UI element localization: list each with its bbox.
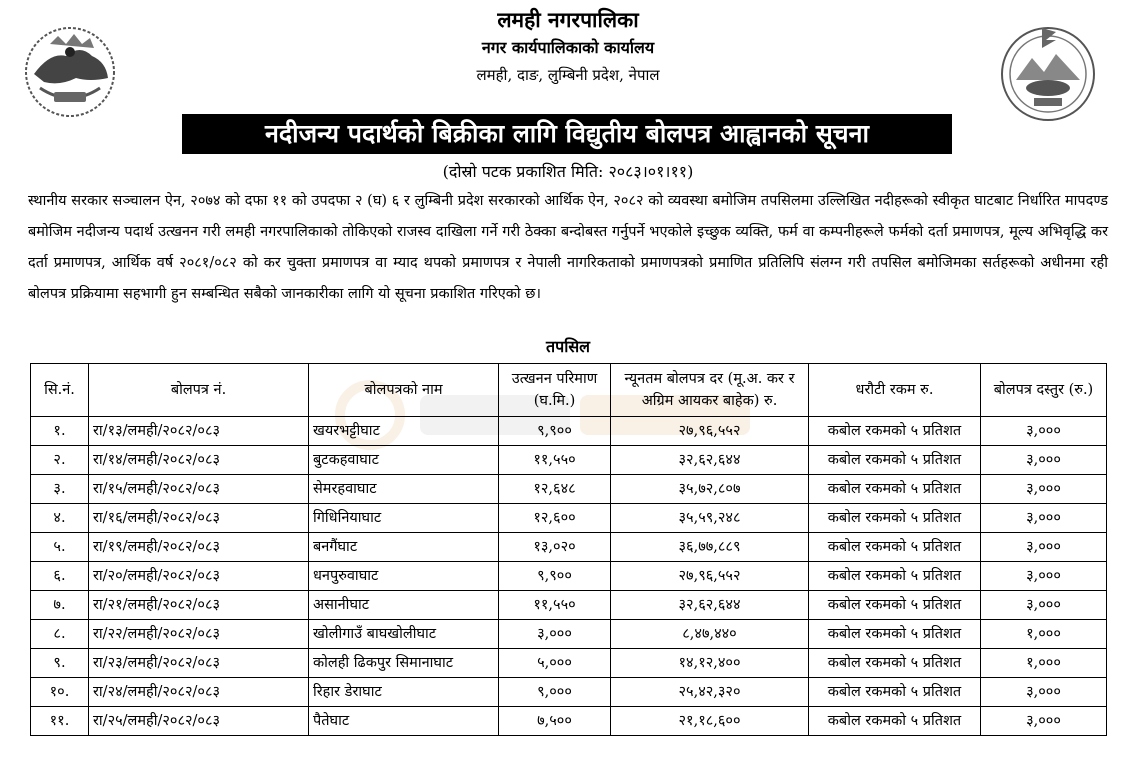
cell-bid-no: रा/१६/लमही/२०८२/०८३ <box>89 504 309 533</box>
cell-quantity: १२,६०० <box>499 504 611 533</box>
cell-bid-no: रा/१३/लमही/२०८२/०८३ <box>89 417 309 446</box>
tender-table <box>30 363 1107 736</box>
office-name: नगर कार्यपालिकाको कार्यालय <box>481 38 655 57</box>
cell-quantity: ९,९०० <box>499 562 611 591</box>
cell-bid-name: पैतेघाट <box>309 707 499 736</box>
cell-deposit: कबोल रकमको ५ प्रतिशत <box>809 620 981 649</box>
header-bid-no: बोलपत्र नं. <box>89 364 309 417</box>
cell-sn: ७. <box>31 591 89 620</box>
cell-sn: ११. <box>31 707 89 736</box>
cell-fee: ३,००० <box>981 533 1107 562</box>
header-deposit: धरौटी रकम रु. <box>809 364 981 417</box>
cell-sn: ३. <box>31 475 89 504</box>
cell-sn: ५. <box>31 533 89 562</box>
header-fee: बोलपत्र दस्तुर (रु.) <box>981 364 1107 417</box>
table-row <box>31 504 1107 533</box>
cell-fee: ३,००० <box>981 678 1107 707</box>
notice-title: नदीजन्य पदार्थको बिक्रीका लागि विद्युतीय बोलपत्र आह्वानको सूचना <box>182 114 952 154</box>
table-row <box>31 562 1107 591</box>
cell-deposit: कबोल रकमको ५ प्रतिशत <box>809 591 981 620</box>
header-quantity: उत्खनन परिमाण (घ.मि.) <box>499 364 611 417</box>
cell-fee: ३,००० <box>981 504 1107 533</box>
cell-sn: ६. <box>31 562 89 591</box>
cell-min-rate: २१,१८,६०० <box>611 707 809 736</box>
cell-quantity: १३,०२० <box>499 533 611 562</box>
cell-quantity: ३,००० <box>499 620 611 649</box>
header-sn: सि.नं. <box>31 364 89 417</box>
cell-deposit: कबोल रकमको ५ प्रतिशत <box>809 533 981 562</box>
cell-quantity: ११,५५० <box>499 446 611 475</box>
cell-bid-no: रा/१९/लमही/२०८२/०८३ <box>89 533 309 562</box>
cell-min-rate: २७,९६,५५२ <box>611 417 809 446</box>
table-row <box>31 446 1107 475</box>
cell-deposit: कबोल रकमको ५ प्रतिशत <box>809 417 981 446</box>
cell-quantity: ९,९०० <box>499 417 611 446</box>
cell-min-rate: २७,९६,५५२ <box>611 562 809 591</box>
cell-quantity: ९,००० <box>499 678 611 707</box>
cell-bid-no: रा/१४/लमही/२०८२/०८३ <box>89 446 309 475</box>
cell-bid-name: असानीघाट <box>309 591 499 620</box>
cell-bid-name: सेमरहवाघाट <box>309 475 499 504</box>
cell-sn: ८. <box>31 620 89 649</box>
table-row <box>31 475 1107 504</box>
cell-deposit: कबोल रकमको ५ प्रतिशत <box>809 504 981 533</box>
letterhead <box>0 6 1136 88</box>
table-header-row <box>31 364 1107 417</box>
cell-bid-name: बुटकहवाघाट <box>309 446 499 475</box>
cell-quantity: १२,६४८ <box>499 475 611 504</box>
cell-bid-no: रा/२५/लमही/२०८२/०८३ <box>89 707 309 736</box>
table-row <box>31 417 1107 446</box>
cell-min-rate: ८,४७,४४० <box>611 620 809 649</box>
cell-sn: १. <box>31 417 89 446</box>
cell-min-rate: ३५,५९,२४८ <box>611 504 809 533</box>
cell-deposit: कबोल रकमको ५ प्रतिशत <box>809 562 981 591</box>
cell-deposit: कबोल रकमको ५ प्रतिशत <box>809 678 981 707</box>
cell-bid-no: रा/२२/लमही/२०८२/०८३ <box>89 620 309 649</box>
cell-deposit: कबोल रकमको ५ प्रतिशत <box>809 707 981 736</box>
cell-fee: १,००० <box>981 620 1107 649</box>
notice-body: स्थानीय सरकार सञ्चालन ऐन, २०७४ को दफा ११ को उपदफा २ (घ) ६ र लुम्बिनी प्रदेश सरकारको आर्थिक ऐन, २०८२ को व्यवस्था बमोजिम तपसिलमा उल्लिखित नदीहरूको स्वीकृत घाटबाट निर्धारित मापदण्ड बमोजिम नदीजन्य पदार्थ उत्खनन गरी लमही नगरपालिकाको तोकिएको राजस्व दाखिला गर्ने गरी ठेक्का बन्दोबस्त गर्नुपर्ने भएकोले इच्छुक व्यक्ति, फर्म वा कम्पनीहरूले फर्मको दर्ता प्रमाणपत्र, मूल्य अभिवृद्धि कर दर्ता प्रमाणपत्र, आर्थिक वर्ष २०८१/०८२ को कर चुक्ता प्रमाणपत्र वा म्याद थपको प्रमाणपत्र र नेपाली नागरिकताको प्रमाणपत्रको प्रमाणित प्रतिलिपि संलग्न गरी तपसिल बमोजिमका सर्तहरूको अधीनमा रही बोलपत्र प्रक्रियामा सहभागी हुन सम्बन्धित सबैको जानकारीका लागि यो सूचना प्रकाशित गरिएको छ। <box>28 193 1108 302</box>
cell-bid-name: रिहार डेराघाट <box>309 678 499 707</box>
table-row <box>31 591 1107 620</box>
cell-sn: १०. <box>31 678 89 707</box>
cell-fee: ३,००० <box>981 475 1107 504</box>
cell-min-rate: ३२,६२,६४४ <box>611 446 809 475</box>
table-row <box>31 533 1107 562</box>
cell-bid-no: रा/२०/लमही/२०८२/०८३ <box>89 562 309 591</box>
cell-quantity: ११,५५० <box>499 591 611 620</box>
cell-bid-name: बनगैंघाट <box>309 533 499 562</box>
cell-fee: ३,००० <box>981 591 1107 620</box>
table-row <box>31 707 1107 736</box>
cell-bid-name: गिधिनियाघाट <box>309 504 499 533</box>
cell-min-rate: ३२,६२,६४४ <box>611 591 809 620</box>
cell-deposit: कबोल रकमको ५ प्रतिशत <box>809 475 981 504</box>
table-row <box>31 620 1107 649</box>
organization-name: लमही नगरपालिका <box>497 7 639 32</box>
table-row <box>31 678 1107 707</box>
cell-min-rate: ३५,७२,८०७ <box>611 475 809 504</box>
table-row <box>31 649 1107 678</box>
cell-bid-name: धनपुरुवाघाट <box>309 562 499 591</box>
office-address: लमही, दाङ, लुम्बिनी प्रदेश, नेपाल <box>476 66 660 84</box>
cell-fee: ३,००० <box>981 707 1107 736</box>
table-caption: तपसिल <box>545 337 591 356</box>
publish-date: (दोस्रो पटक प्रकाशित मिति: २०८३।०१।११) <box>442 162 694 181</box>
cell-bid-name: कोलही ढिकपुर सिमानाघाट <box>309 649 499 678</box>
cell-deposit: कबोल रकमको ५ प्रतिशत <box>809 446 981 475</box>
cell-sn: ४. <box>31 504 89 533</box>
cell-bid-no: रा/२४/लमही/२०८२/०८३ <box>89 678 309 707</box>
cell-min-rate: ३६,७७,८८९ <box>611 533 809 562</box>
cell-bid-name: खयरभट्टीघाट <box>309 417 499 446</box>
cell-fee: ३,००० <box>981 417 1107 446</box>
cell-fee: १,००० <box>981 649 1107 678</box>
cell-deposit: कबोल रकमको ५ प्रतिशत <box>809 649 981 678</box>
cell-min-rate: २५,४२,३२० <box>611 678 809 707</box>
cell-bid-no: रा/२१/लमही/२०८२/०८३ <box>89 591 309 620</box>
cell-quantity: ५,००० <box>499 649 611 678</box>
cell-fee: ३,००० <box>981 562 1107 591</box>
cell-sn: २. <box>31 446 89 475</box>
header-bid-name: बोलपत्रको नाम <box>309 364 499 417</box>
cell-min-rate: १४,१२,४०० <box>611 649 809 678</box>
cell-bid-no: रा/१५/लमही/२०८२/०८३ <box>89 475 309 504</box>
cell-sn: ९. <box>31 649 89 678</box>
cell-quantity: ७,५०० <box>499 707 611 736</box>
cell-bid-no: रा/२३/लमही/२०८२/०८३ <box>89 649 309 678</box>
cell-bid-name: खोलीगाउँ बाघखोलीघाट <box>309 620 499 649</box>
cell-fee: ३,००० <box>981 446 1107 475</box>
header-min-rate: न्यूनतम बोलपत्र दर (मू.अ. कर र अग्रिम आयकर बाहेक) रु. <box>611 364 809 417</box>
